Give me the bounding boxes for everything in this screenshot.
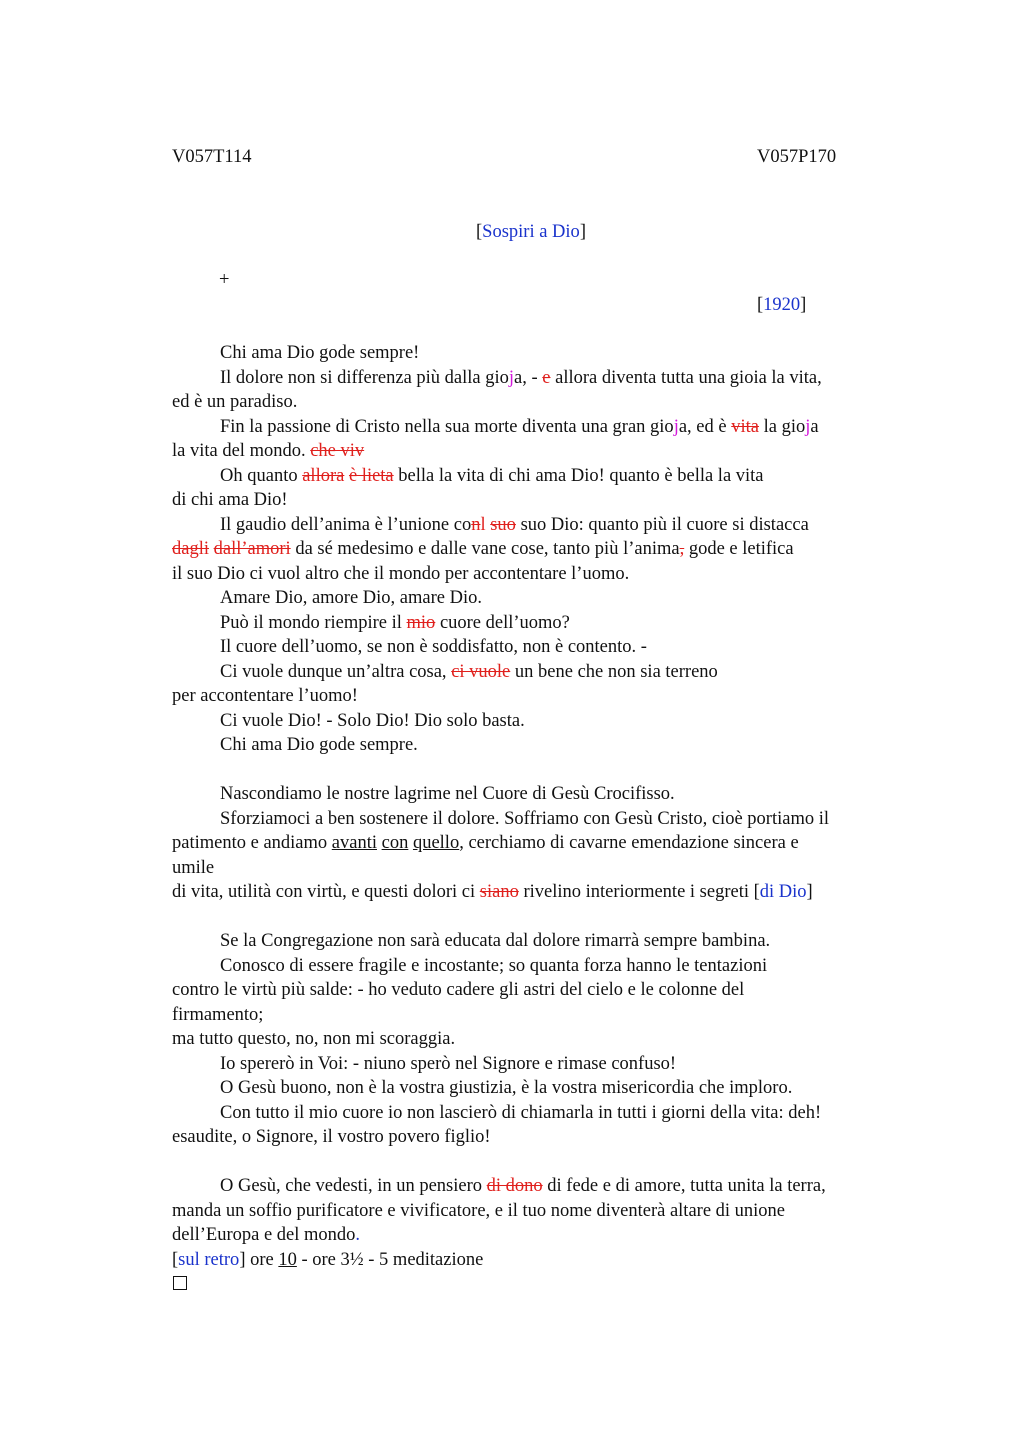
paragraph-9-continuation: per accontentare l’uomo! [172,686,358,706]
paragraph-14: Se la Congregazione non sarà educata dal dolore rimarrà sempre bambina. [220,931,771,951]
deleted-text: dagli [172,539,209,559]
bracket-open: [ [753,882,760,902]
title-text: Sospiri a Dio [482,222,580,242]
text-run: patimento e andiamo [172,833,332,853]
editorial-insertion: l [480,514,486,535]
paragraph-21 [172,1272,912,1297]
deleted-text: che viv [310,441,365,461]
blank-line [172,758,912,783]
paragraph-4-continuation: di chi ama Dio! [172,490,288,510]
deleted-text: di dono [486,1176,543,1196]
paragraph-19-continuation: manda un soffio purificatore e vivificatore, e il tuo nome diventerà altare di unione [172,1200,786,1221]
bracket-close: ] [239,1249,246,1270]
deleted-text: ci vuole [451,661,511,682]
date-bracket-open: [ [757,295,764,315]
underlined-text: 10 [278,1249,297,1270]
checkbox-square-icon [173,1276,187,1290]
text-run: da sé medesimo e dalle vane cose, tanto più l’anima [290,539,680,559]
editorial-note: di Dio [759,882,807,902]
underlined-text: con [381,833,409,853]
paragraph-13-continuation: umile [172,857,215,878]
paragraph-13-continuation [172,831,912,856]
date-annotation [757,295,806,316]
paragraph-12: Nascondiamo le nostre lagrime nel Cuore di Gesù Crocifisso. [220,784,675,804]
paragraph-18: Con tutto il mio cuore io non lascierò di chiamarla in tutti i giorni della vita: deh! [220,1102,822,1123]
paragraph-15-continuation: contro le virtù più salde: - ho veduto cadere gli astri del cielo e le colonne del [172,980,745,1000]
text-run: a [810,416,819,437]
text-run: Fin la passione di Cristo nella sua morte diventa una gran gio [220,416,674,437]
paragraph-10: Ci vuole Dio! - Solo Dio! Dio solo basta. [220,710,525,731]
date-text: 1920 [763,295,801,315]
text-run: rivelino interiormente i segreti [518,882,754,902]
document-code-left: V057T114 [172,147,252,167]
text-run: gode e letifica [684,539,794,559]
paragraph-20 [172,1248,912,1273]
paragraph-15-continuation: firmamento; [172,1004,264,1025]
editorial-insertion: j [673,416,679,437]
underlined-text: quello [412,833,460,853]
paragraph-3-continuation [172,439,912,464]
text-run: Il dolore non si differenza più dalla gio [220,367,509,388]
title-bracket-open: [ [476,222,483,242]
blank-line [172,905,912,930]
text-run: Ci vuole dunque un’altra cosa, [220,661,452,682]
text-run: ore [245,1249,279,1270]
text-run: un bene che non sia terreno [510,661,718,682]
paragraph-3 [172,415,912,440]
paragraph-19-continuation [172,1223,912,1248]
paragraph-5-continuation: il suo Dio ci vuol altro che il mondo per accontentare l’uomo. [172,563,630,584]
text-run: di fede e di amore, tutta unita la terra, [542,1176,826,1196]
paragraph-2-continuation: ed è un paradiso. [172,392,298,412]
blank-line [172,1150,912,1175]
text-run: O Gesù, che vedesti, in un pensiero [220,1176,487,1196]
paragraph-2 [172,366,912,391]
deleted-text: e [542,367,551,388]
text-run: a, ed è [678,416,732,437]
text-run: bella la vita di chi ama Dio! quanto è bella la vita [393,465,764,486]
paragraph-13-continuation [172,880,912,905]
paragraph-9 [172,660,912,685]
paragraph-17: O Gesù buono, non è la vostra giustizia, è la vostra misericordia che imploro. [220,1078,793,1098]
paragraph-15-continuation: ma tutto questo, no, non mi scoraggia. [172,1029,456,1049]
text-run: Oh quanto [220,465,303,486]
editorial-insertion: j [805,416,811,437]
bracket-open: [ [172,1249,179,1270]
deleted-text: è lieta [348,465,394,486]
deleted-text: , [679,539,685,559]
cross-mark: + [219,270,230,290]
text-run: dell’Europa e del mondo [172,1225,356,1245]
paragraph-13: Sforziamoci a ben sostenere il dolore. Soffriamo con Gesù Cristo, cioè portiamo il [220,808,829,829]
underlined-text: avanti [331,833,377,853]
text-run: , cerchiamo di cavarne emendazione sincera e [459,833,799,853]
page-title [476,222,586,243]
editorial-insertion: . [355,1225,361,1245]
paragraph-5 [172,513,912,538]
text-run: di vita, utilità con virtù, e questi dolori ci [172,882,480,902]
paragraph-8: Il cuore dell’uomo, se non è soddisfatto, non è contento. - [220,637,647,657]
deleted-text: suo [490,514,516,535]
paragraph-15: Conosco di essere fragile e incostante; so quanta forza hanno le tentazioni [220,955,768,976]
deleted-text: mio [406,612,436,633]
date-bracket-close: ] [800,295,807,315]
text-run: la vita del mondo. [172,441,311,461]
title-bracket-close: ] [579,222,586,242]
paragraph-6: Amare Dio, amore Dio, amare Dio. [220,588,482,608]
text-run: la gio [758,416,806,437]
paragraph-16: Io spererò in Voi: - niuno sperò nel Signore e rimase confuso! [220,1053,677,1074]
deleted-text: vita [731,416,759,437]
editorial-note: sul retro [178,1249,240,1270]
text-run: cuore dell’uomo? [435,612,570,633]
document-code-right: V057P170 [757,147,837,167]
deleted-text: dall’amori [213,539,291,559]
deleted-text: siano [479,882,519,902]
text-run: allora diventa tutta una gioia la vita, [550,367,822,388]
deleted-text: n [471,514,481,535]
text-run: a, - [514,367,543,388]
paragraph-1: Chi ama Dio gode sempre! [220,343,420,363]
paragraph-19 [172,1174,912,1199]
paragraph-11: Chi ama Dio gode sempre. [220,735,418,755]
text-run: suo Dio: quanto più il cuore si distacca [515,514,809,535]
deleted-text: allora [302,465,345,486]
paragraph-18-continuation: esaudite, o Signore, il vostro povero figlio! [172,1127,491,1147]
text-run: Il gaudio dell’anima è l’unione co [220,514,472,535]
paragraph-4 [172,464,912,489]
editorial-insertion: j [508,367,515,388]
paragraph-7 [172,611,912,636]
document-body [172,341,912,1297]
text-run: - ore 3½ - 5 meditazione [296,1249,484,1270]
text-run: Può il mondo riempire il [220,612,407,633]
bracket-close: ] [806,882,813,902]
paragraph-5-continuation [172,537,912,562]
